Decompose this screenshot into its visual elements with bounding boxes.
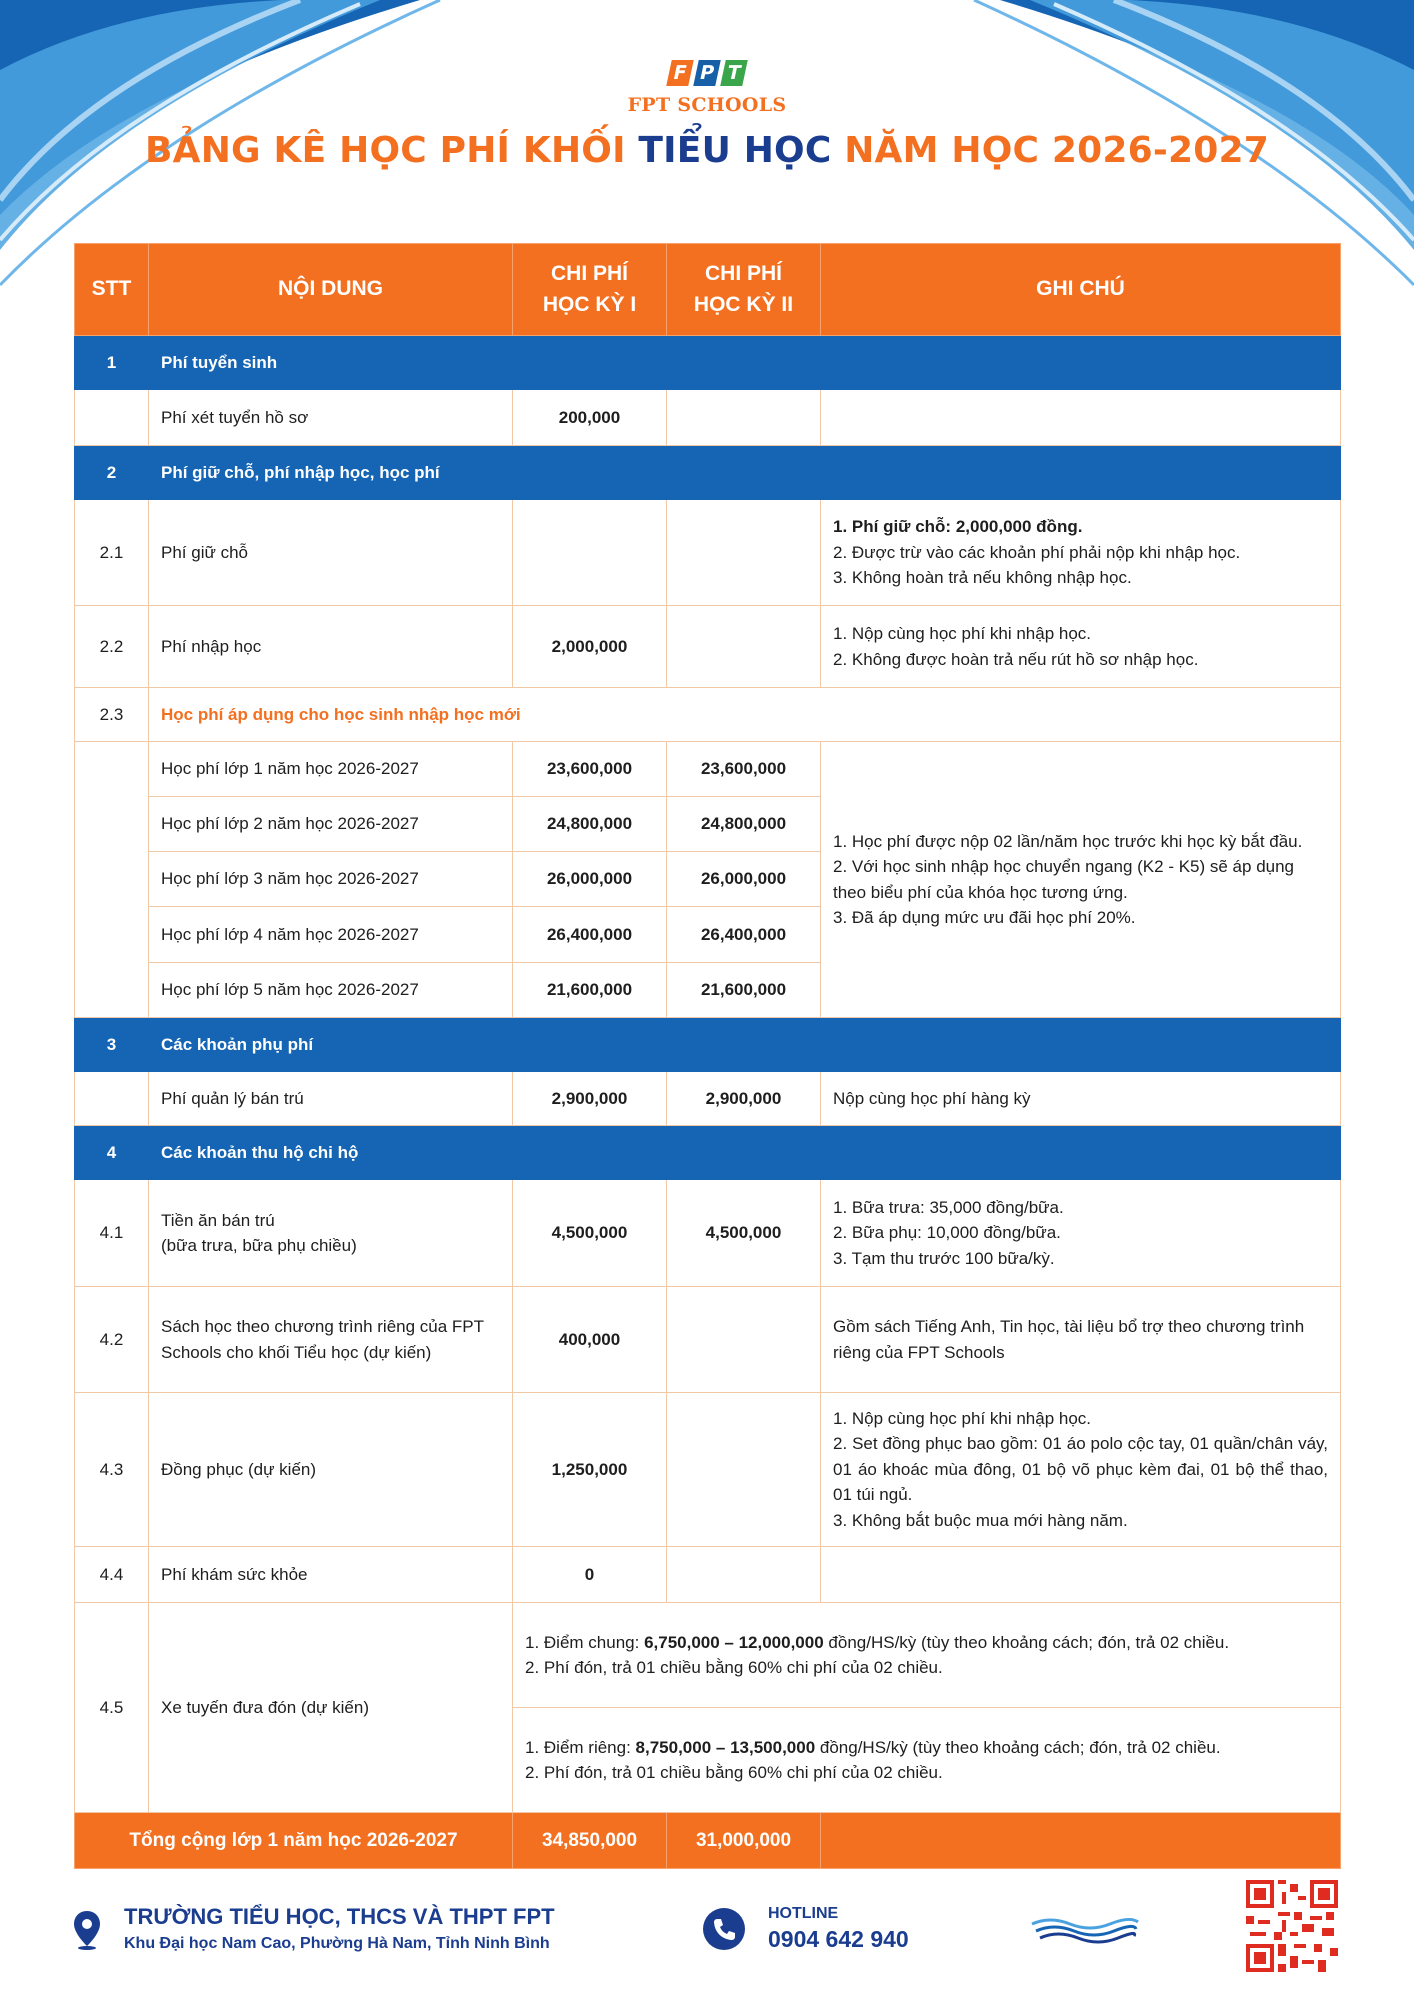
table-header-row <box>75 244 1341 336</box>
note-line: 1. Nộp cùng học phí khi nhập học. <box>833 624 1092 643</box>
table-row <box>75 742 1341 797</box>
row-sem2: 4,500,000 <box>667 1180 821 1287</box>
row-sem2 <box>667 1287 821 1393</box>
row-note: Gồm sách Tiếng Anh, Tin học, tài liệu bổ trợ theo chương trình riêng của FPT Schools <box>821 1287 1341 1393</box>
row-sem2 <box>667 606 821 688</box>
table-row <box>75 1393 1341 1547</box>
row-sem2 <box>667 390 821 446</box>
row-sem1: 26,400,000 <box>513 907 667 963</box>
bus-common-note <box>513 1603 1341 1708</box>
row-note <box>821 1547 1341 1603</box>
table-row <box>75 1603 1341 1708</box>
school-address: Khu Đại học Nam Cao, Phường Hà Nam, Tỉnh Ninh Bình <box>124 1935 550 1952</box>
row-content: Học phí lớp 3 năm học 2026-2027 <box>149 852 513 907</box>
table-row <box>75 1072 1341 1126</box>
row-stt: 4.5 <box>75 1603 149 1813</box>
subsection-title: Học phí áp dụng cho học sinh nhập học mới <box>149 688 1341 742</box>
header-sem2-line2: HỌC KỲ II <box>693 292 794 316</box>
row-sem2: 26,400,000 <box>667 907 821 963</box>
subsection-row <box>75 688 1341 742</box>
row-stt: 2.2 <box>75 606 149 688</box>
row-sem2: 21,600,000 <box>667 963 821 1018</box>
note-line: 2. Không được hoàn trả nếu rút hồ sơ nhập học. <box>833 649 1199 669</box>
note-line: 2. Phí đón, trả 01 chiều bằng 60% chi phí của 02 chiều. <box>525 1658 943 1677</box>
row-stt: 2.1 <box>75 500 149 606</box>
row-content: Phí quản lý bán trú <box>149 1072 513 1126</box>
row-content <box>149 1180 513 1287</box>
total-sem2: 31,000,000 <box>667 1813 821 1869</box>
row-sem1: 21,600,000 <box>513 963 667 1018</box>
price-range: 6,750,000 – 12,000,000 <box>644 1632 824 1652</box>
school-name: TRƯỜNG TIỂU HỌC, THCS VÀ THPT FPT <box>124 1904 555 1929</box>
header-sem1-line2: HỌC KỲ I <box>542 292 637 316</box>
note-line: 3. Không hoàn trả nếu không nhập học. <box>833 568 1132 588</box>
title-part-1: BẢNG KÊ HỌC PHÍ KHỐI <box>145 130 639 171</box>
section-stt: 4 <box>75 1126 149 1180</box>
section-row-3 <box>75 1018 1341 1072</box>
note-line: 3. Đã áp dụng mức ưu đãi học phí 20%. <box>833 908 1136 927</box>
phone-icon <box>703 1908 745 1950</box>
row-stt <box>75 390 149 446</box>
note-line <box>525 1630 1328 1656</box>
page-title <box>0 130 1414 171</box>
note-line: 2. Với học sinh nhập học chuyển ngang (K2 - K5) sẽ áp dụng theo biểu phí của khóa học tương ứng. <box>833 857 1295 902</box>
note-prefix: 1. Điểm riêng: <box>525 1737 636 1757</box>
content-line: Tiền ăn bán trú <box>161 1210 275 1230</box>
bus-private-note <box>513 1708 1341 1813</box>
note-line: 1. Nộp cùng học phí khi nhập học. <box>833 1408 1092 1428</box>
row-content: Học phí lớp 2 năm học 2026-2027 <box>149 797 513 852</box>
total-label: Tổng cộng lớp 1 năm học 2026-2027 <box>75 1813 513 1869</box>
row-sem1: 24,800,000 <box>513 797 667 852</box>
tuition-note <box>821 742 1341 1018</box>
row-stt: 4.4 <box>75 1547 149 1603</box>
row-stt: 2.3 <box>75 688 149 742</box>
section-row-1 <box>75 336 1341 390</box>
logo-letter-t: T <box>720 60 748 86</box>
row-stt <box>75 742 149 1018</box>
total-row <box>75 1813 1341 1869</box>
section-title: Các khoản phụ phí <box>149 1018 1341 1072</box>
row-sem1 <box>513 500 667 606</box>
header-content: NỘI DUNG <box>149 244 513 336</box>
hotline-label: HOTLINE <box>768 1905 839 1922</box>
note-line: 3. Tạm thu trước 100 bữa/kỳ. <box>833 1248 1055 1268</box>
fee-table <box>74 243 1341 1869</box>
table-row <box>75 500 1341 606</box>
note-prefix: 1. Điểm chung: <box>525 1632 645 1652</box>
table-row <box>75 390 1341 446</box>
content-line: (bữa trưa, bữa phụ chiều) <box>161 1236 357 1255</box>
qr-code <box>1246 1880 1338 1972</box>
hotline <box>768 1905 909 1953</box>
note-line: 2. Phí đón, trả 01 chiều bằng 60% chi phí của 02 chiều. <box>525 1763 943 1782</box>
section-row-4 <box>75 1126 1341 1180</box>
hotline-number[interactable]: 0904 642 940 <box>768 1926 909 1952</box>
row-sem2: 24,800,000 <box>667 797 821 852</box>
row-content: Sách học theo chương trình riêng của FPT Schools cho khối Tiểu học (dự kiến) <box>149 1287 513 1393</box>
header <box>0 60 1414 171</box>
section-row-2 <box>75 446 1341 500</box>
note-line: 2. Được trừ vào các khoản phí phải nộp khi nhập học. <box>833 542 1241 562</box>
row-sem1: 200,000 <box>513 390 667 446</box>
note-line: 1. Phí giữ chỗ: 2,000,000 đồng. <box>833 517 1083 537</box>
row-stt: 4.3 <box>75 1393 149 1547</box>
row-content: Phí khám sức khỏe <box>149 1547 513 1603</box>
row-note <box>821 390 1341 446</box>
row-sem1: 2,000,000 <box>513 606 667 688</box>
header-note: GHI CHÚ <box>821 244 1341 336</box>
row-content: Phí giữ chỗ <box>149 500 513 606</box>
row-note <box>821 1393 1341 1547</box>
row-sem2: 2,900,000 <box>667 1072 821 1126</box>
row-content: Xe tuyến đưa đón (dự kiến) <box>149 1603 513 1813</box>
row-content: Phí xét tuyển hồ sơ <box>149 390 513 446</box>
table-row <box>75 1180 1341 1287</box>
section-stt: 1 <box>75 336 149 390</box>
row-sem2 <box>667 1547 821 1603</box>
fpt-logo <box>666 60 748 86</box>
note-suffix: đồng/HS/kỳ (tùy theo khoảng cách; đón, trả 02 chiều. <box>823 1632 1230 1652</box>
header-sem1-line1: CHI PHÍ <box>550 262 628 286</box>
row-sem1: 400,000 <box>513 1287 667 1393</box>
note-line: 1. Bữa trưa: 35,000 đồng/bữa. <box>833 1197 1064 1217</box>
row-sem2: 23,600,000 <box>667 742 821 797</box>
row-sem1: 0 <box>513 1547 667 1603</box>
row-stt: 4.1 <box>75 1180 149 1287</box>
school-info <box>124 1904 555 1953</box>
logo-letter-p: P <box>693 60 721 86</box>
note-suffix: đồng/HS/kỳ (tùy theo khoảng cách; đón, trả 02 chiều. <box>815 1737 1221 1757</box>
row-sem2 <box>667 500 821 606</box>
row-content: Học phí lớp 4 năm học 2026-2027 <box>149 907 513 963</box>
row-sem2: 26,000,000 <box>667 852 821 907</box>
note-line: 1. Học phí được nộp 02 lần/năm học trước khi học kỳ bắt đầu. <box>833 831 1303 851</box>
row-sem2 <box>667 1393 821 1547</box>
table-row <box>75 606 1341 688</box>
header-stt: STT <box>75 244 149 336</box>
row-note <box>821 1180 1341 1287</box>
title-part-3: NĂM HỌC 2026-2027 <box>831 130 1269 171</box>
section-title: Các khoản thu hộ chi hộ <box>149 1126 1341 1180</box>
row-content: Phí nhập học <box>149 606 513 688</box>
row-content: Học phí lớp 1 năm học 2026-2027 <box>149 742 513 797</box>
table-row <box>75 1287 1341 1393</box>
row-sem1: 2,900,000 <box>513 1072 667 1126</box>
title-part-2: TIỂU HỌC <box>638 130 832 171</box>
section-stt: 2 <box>75 446 149 500</box>
row-content: Đồng phục (dự kiến) <box>149 1393 513 1547</box>
total-note <box>821 1813 1341 1869</box>
header-sem1 <box>513 244 667 336</box>
note-line: 2. Set đồng phục bao gồm: 01 áo polo cộc tay, 01 quần/chân váy, 01 áo khoác mùa đông, 01 bộ võ phục kèm đai, 01 bộ thể thao, 01 túi ngủ. <box>833 1434 1328 1505</box>
note-line <box>525 1735 1328 1761</box>
row-stt: 4.2 <box>75 1287 149 1393</box>
row-stt <box>75 1072 149 1126</box>
row-sem1: 4,500,000 <box>513 1180 667 1287</box>
header-sem2 <box>667 244 821 336</box>
row-content: Học phí lớp 5 năm học 2026-2027 <box>149 963 513 1018</box>
table-row <box>75 1547 1341 1603</box>
row-sem1: 1,250,000 <box>513 1393 667 1547</box>
section-title: Phí giữ chỗ, phí nhập học, học phí <box>149 446 1341 500</box>
footer <box>0 1880 1414 1980</box>
price-range: 8,750,000 – 13,500,000 <box>635 1737 816 1757</box>
row-note <box>821 500 1341 606</box>
note-line: 2. Bữa phụ: 10,000 đồng/bữa. <box>833 1223 1061 1243</box>
waves-logo-icon <box>1030 1916 1140 1944</box>
row-note: Nộp cùng học phí hàng kỳ <box>821 1072 1341 1126</box>
brand-name: FPT SCHOOLS <box>627 94 787 116</box>
location-pin-icon <box>72 1910 102 1950</box>
row-sem1: 23,600,000 <box>513 742 667 797</box>
section-title: Phí tuyển sinh <box>149 336 1341 390</box>
row-sem1: 26,000,000 <box>513 852 667 907</box>
row-note <box>821 606 1341 688</box>
total-sem1: 34,850,000 <box>513 1813 667 1869</box>
header-sem2-line1: CHI PHÍ <box>704 262 782 286</box>
note-line: 3. Không bắt buộc mua mới hàng năm. <box>833 1510 1128 1530</box>
logo-letter-f: F <box>666 60 694 86</box>
section-stt: 3 <box>75 1018 149 1072</box>
